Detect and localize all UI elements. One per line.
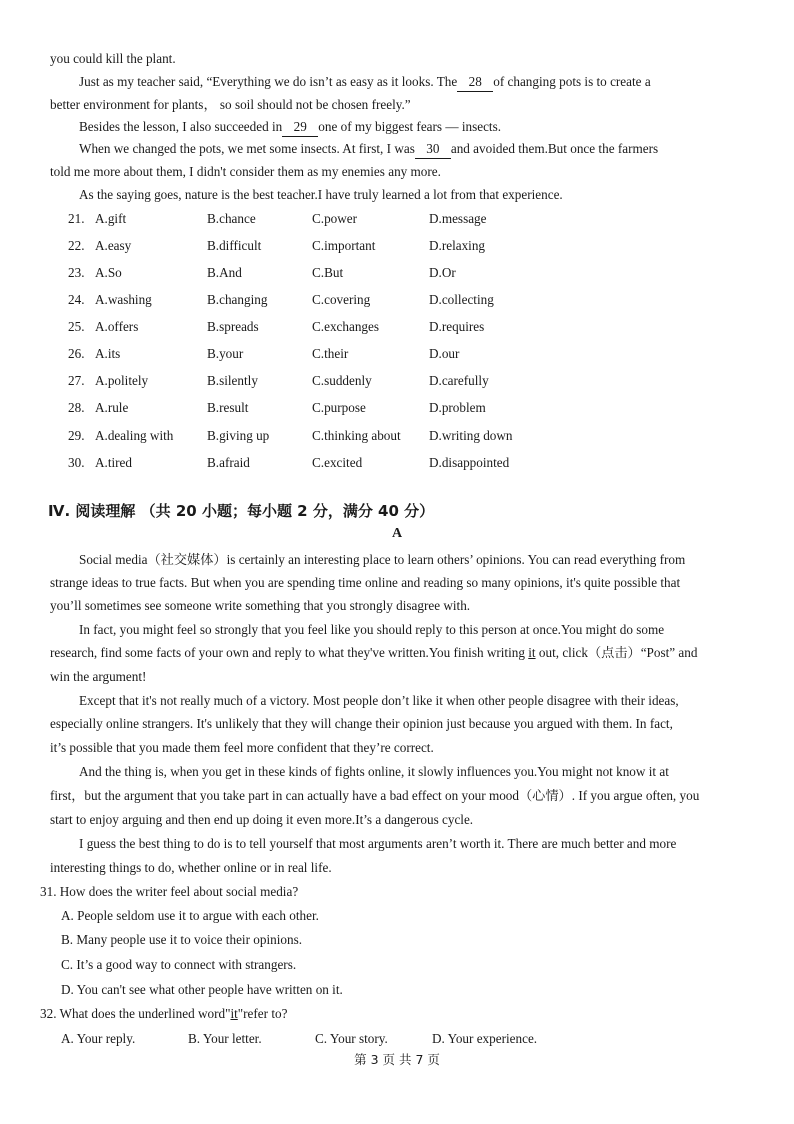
option-d[interactable]: D.carefully — [429, 373, 489, 388]
passage-line: And the thing is, when you get in these kinds of fights online, it slowly influences you.You might not know it at — [79, 764, 669, 779]
q32-option-b[interactable]: B. Your letter. — [188, 1031, 262, 1046]
question-number: 27. — [68, 373, 85, 388]
q31-option-c[interactable]: C. It’s a good way to connect with strangers. — [61, 957, 297, 972]
cloze-line: told me more about them, I didn't consider them as my enemies any more. — [50, 164, 441, 179]
cloze-text: of changing pots is to create a — [493, 74, 651, 89]
option-d[interactable]: D.problem — [429, 400, 486, 415]
passage-line: Social media（社交媒体）is certainly an interesting place to learn others’ opinions. You can read everything from — [79, 552, 686, 567]
passage-line: especially online strangers. It's unlikely that they will change their opinion just because you argued with them. In fact, — [50, 716, 673, 731]
option-b[interactable]: B.giving up — [207, 428, 270, 443]
option-b[interactable]: B.afraid — [207, 455, 250, 470]
option-c[interactable]: C.covering — [312, 292, 371, 307]
cloze-line: As the saying goes, nature is the best teacher.I have truly learned a lot from that experience. — [79, 187, 563, 202]
option-b[interactable]: B.result — [207, 400, 249, 415]
option-a[interactable]: A.politely — [95, 373, 149, 388]
blank-29: 29 — [282, 118, 318, 137]
passage-line: interesting things to do, whether online or in real life. — [50, 860, 332, 875]
option-c[interactable]: C.exchanges — [312, 319, 380, 334]
question-number: 24. — [68, 292, 85, 307]
cloze-line: you could kill the plant. — [50, 51, 176, 66]
option-c[interactable]: C.power — [312, 211, 358, 226]
option-a[interactable]: A.dealing with — [95, 428, 174, 443]
option-b[interactable]: B.difficult — [207, 238, 262, 253]
option-b[interactable]: B.your — [207, 346, 244, 361]
question-number: 23. — [68, 265, 85, 280]
option-b[interactable]: B.chance — [207, 211, 256, 226]
question-number: 28. — [68, 400, 85, 415]
cloze-line — [79, 118, 752, 137]
option-c[interactable]: C.excited — [312, 455, 363, 470]
passage-line: it’s possible that you made them feel more confident that they’re correct. — [50, 740, 434, 755]
passage-text: research, find some facts of your own and reply to what they've written.You finish writing — [50, 645, 529, 660]
passage-line — [50, 644, 752, 662]
passage-line: Except that it's not really much of a victory. Most people don’t like it when other people disagree with their ideas, — [79, 693, 679, 708]
q31-option-b[interactable]: B. Many people use it to voice their opinions. — [61, 932, 303, 947]
question-text: "refer to? — [237, 1006, 288, 1021]
q32-option-d[interactable]: D. Your experience. — [432, 1031, 538, 1046]
option-a[interactable]: A.gift — [95, 211, 127, 226]
passage-line: first，but the argument that you take part in can actually have a bad effect on your mood（心情）. If you argue often, you — [50, 788, 700, 803]
passage-line: start to enjoy arguing and then end up doing it even more.It’s a dangerous cycle. — [50, 812, 474, 827]
option-d[interactable]: D.our — [429, 346, 460, 361]
passage-line: In fact, you might feel so strongly that you feel like you should reply to this person at once.You might do some — [79, 622, 665, 637]
section-title: Ⅳ. 阅读理解 （共 20 小题；每小题 2 分，满分 40 分） — [48, 502, 435, 520]
q32-option-a[interactable]: A. Your reply. — [61, 1031, 136, 1046]
option-d[interactable]: D.collecting — [429, 292, 494, 307]
question-number: 21. — [68, 211, 85, 226]
passage-line: win the argument! — [50, 669, 147, 684]
cloze-text: Besides the lesson, I also succeeded in — [79, 119, 283, 134]
passage-text: out, click（点击）“Post” and — [535, 645, 698, 660]
cloze-line: better environment for plants， so soil should not be chosen freely.” — [50, 97, 411, 112]
question-32-stem — [40, 1005, 287, 1023]
question-text: 32. What does the underlined word" — [40, 1006, 231, 1021]
option-b[interactable]: B.spreads — [207, 319, 259, 334]
question-31-stem: 31. How does the writer feel about social media? — [40, 884, 299, 899]
blank-28: 28 — [457, 73, 493, 92]
cloze-line — [79, 140, 752, 159]
option-b[interactable]: B.And — [207, 265, 242, 280]
page-number: 第 3 页 共 7 页 — [354, 1052, 440, 1067]
cloze-text: and avoided them.But once the farmers — [450, 141, 659, 156]
passage-line: I guess the best thing to do is to tell yourself that most arguments aren’t worth it. There are much better and more — [79, 836, 677, 851]
option-c[interactable]: C.their — [312, 346, 349, 361]
passage-label: A — [391, 526, 403, 541]
option-b[interactable]: B.silently — [207, 373, 258, 388]
option-a[interactable]: A.So — [95, 265, 122, 280]
option-a[interactable]: A.offers — [95, 319, 139, 334]
option-a[interactable]: A.its — [95, 346, 121, 361]
q31-option-d[interactable]: D. You can't see what other people have written on it. — [61, 982, 343, 997]
underlined-word: it — [528, 645, 536, 660]
cloze-text: one of my biggest fears — insects. — [318, 119, 502, 134]
option-d[interactable]: D.writing down — [429, 428, 513, 443]
option-c[interactable]: C.thinking about — [312, 428, 401, 443]
option-d[interactable]: D.requires — [429, 319, 485, 334]
option-d[interactable]: D.Or — [429, 265, 456, 280]
option-d[interactable]: D.message — [429, 211, 487, 226]
passage-line: strange ideas to true facts. But when you are spending time online and reading so many opinions, it's quite possible that — [50, 575, 681, 590]
q32-option-c[interactable]: C. Your story. — [315, 1031, 388, 1046]
option-d[interactable]: D.relaxing — [429, 238, 486, 253]
option-d[interactable]: D.disappointed — [429, 455, 510, 470]
option-b[interactable]: B.changing — [207, 292, 268, 307]
question-number: 22. — [68, 238, 85, 253]
option-c[interactable]: C.important — [312, 238, 376, 253]
question-number: 26. — [68, 346, 85, 361]
option-a[interactable]: A.easy — [95, 238, 132, 253]
cloze-line — [79, 73, 752, 92]
q31-option-a[interactable]: A. People seldom use it to argue with each other. — [61, 908, 319, 923]
option-c[interactable]: C.suddenly — [312, 373, 372, 388]
question-number: 25. — [68, 319, 85, 334]
option-c[interactable]: C.purpose — [312, 400, 366, 415]
question-number: 29. — [68, 428, 85, 443]
option-a[interactable]: A.tired — [95, 455, 132, 470]
option-a[interactable]: A.washing — [95, 292, 152, 307]
option-c[interactable]: C.But — [312, 265, 344, 280]
cloze-text: When we changed the pots, we met some insects. At first, I was — [79, 141, 415, 156]
blank-30: 30 — [415, 140, 451, 159]
option-a[interactable]: A.rule — [95, 400, 129, 415]
passage-line: you’ll sometimes see someone write something that you strongly disagree with. — [50, 598, 471, 613]
cloze-text: Just as my teacher said, “Everything we do isn’t as easy as it looks. The — [79, 74, 458, 89]
question-number: 30. — [68, 455, 85, 470]
underlined-word: it — [230, 1006, 238, 1021]
